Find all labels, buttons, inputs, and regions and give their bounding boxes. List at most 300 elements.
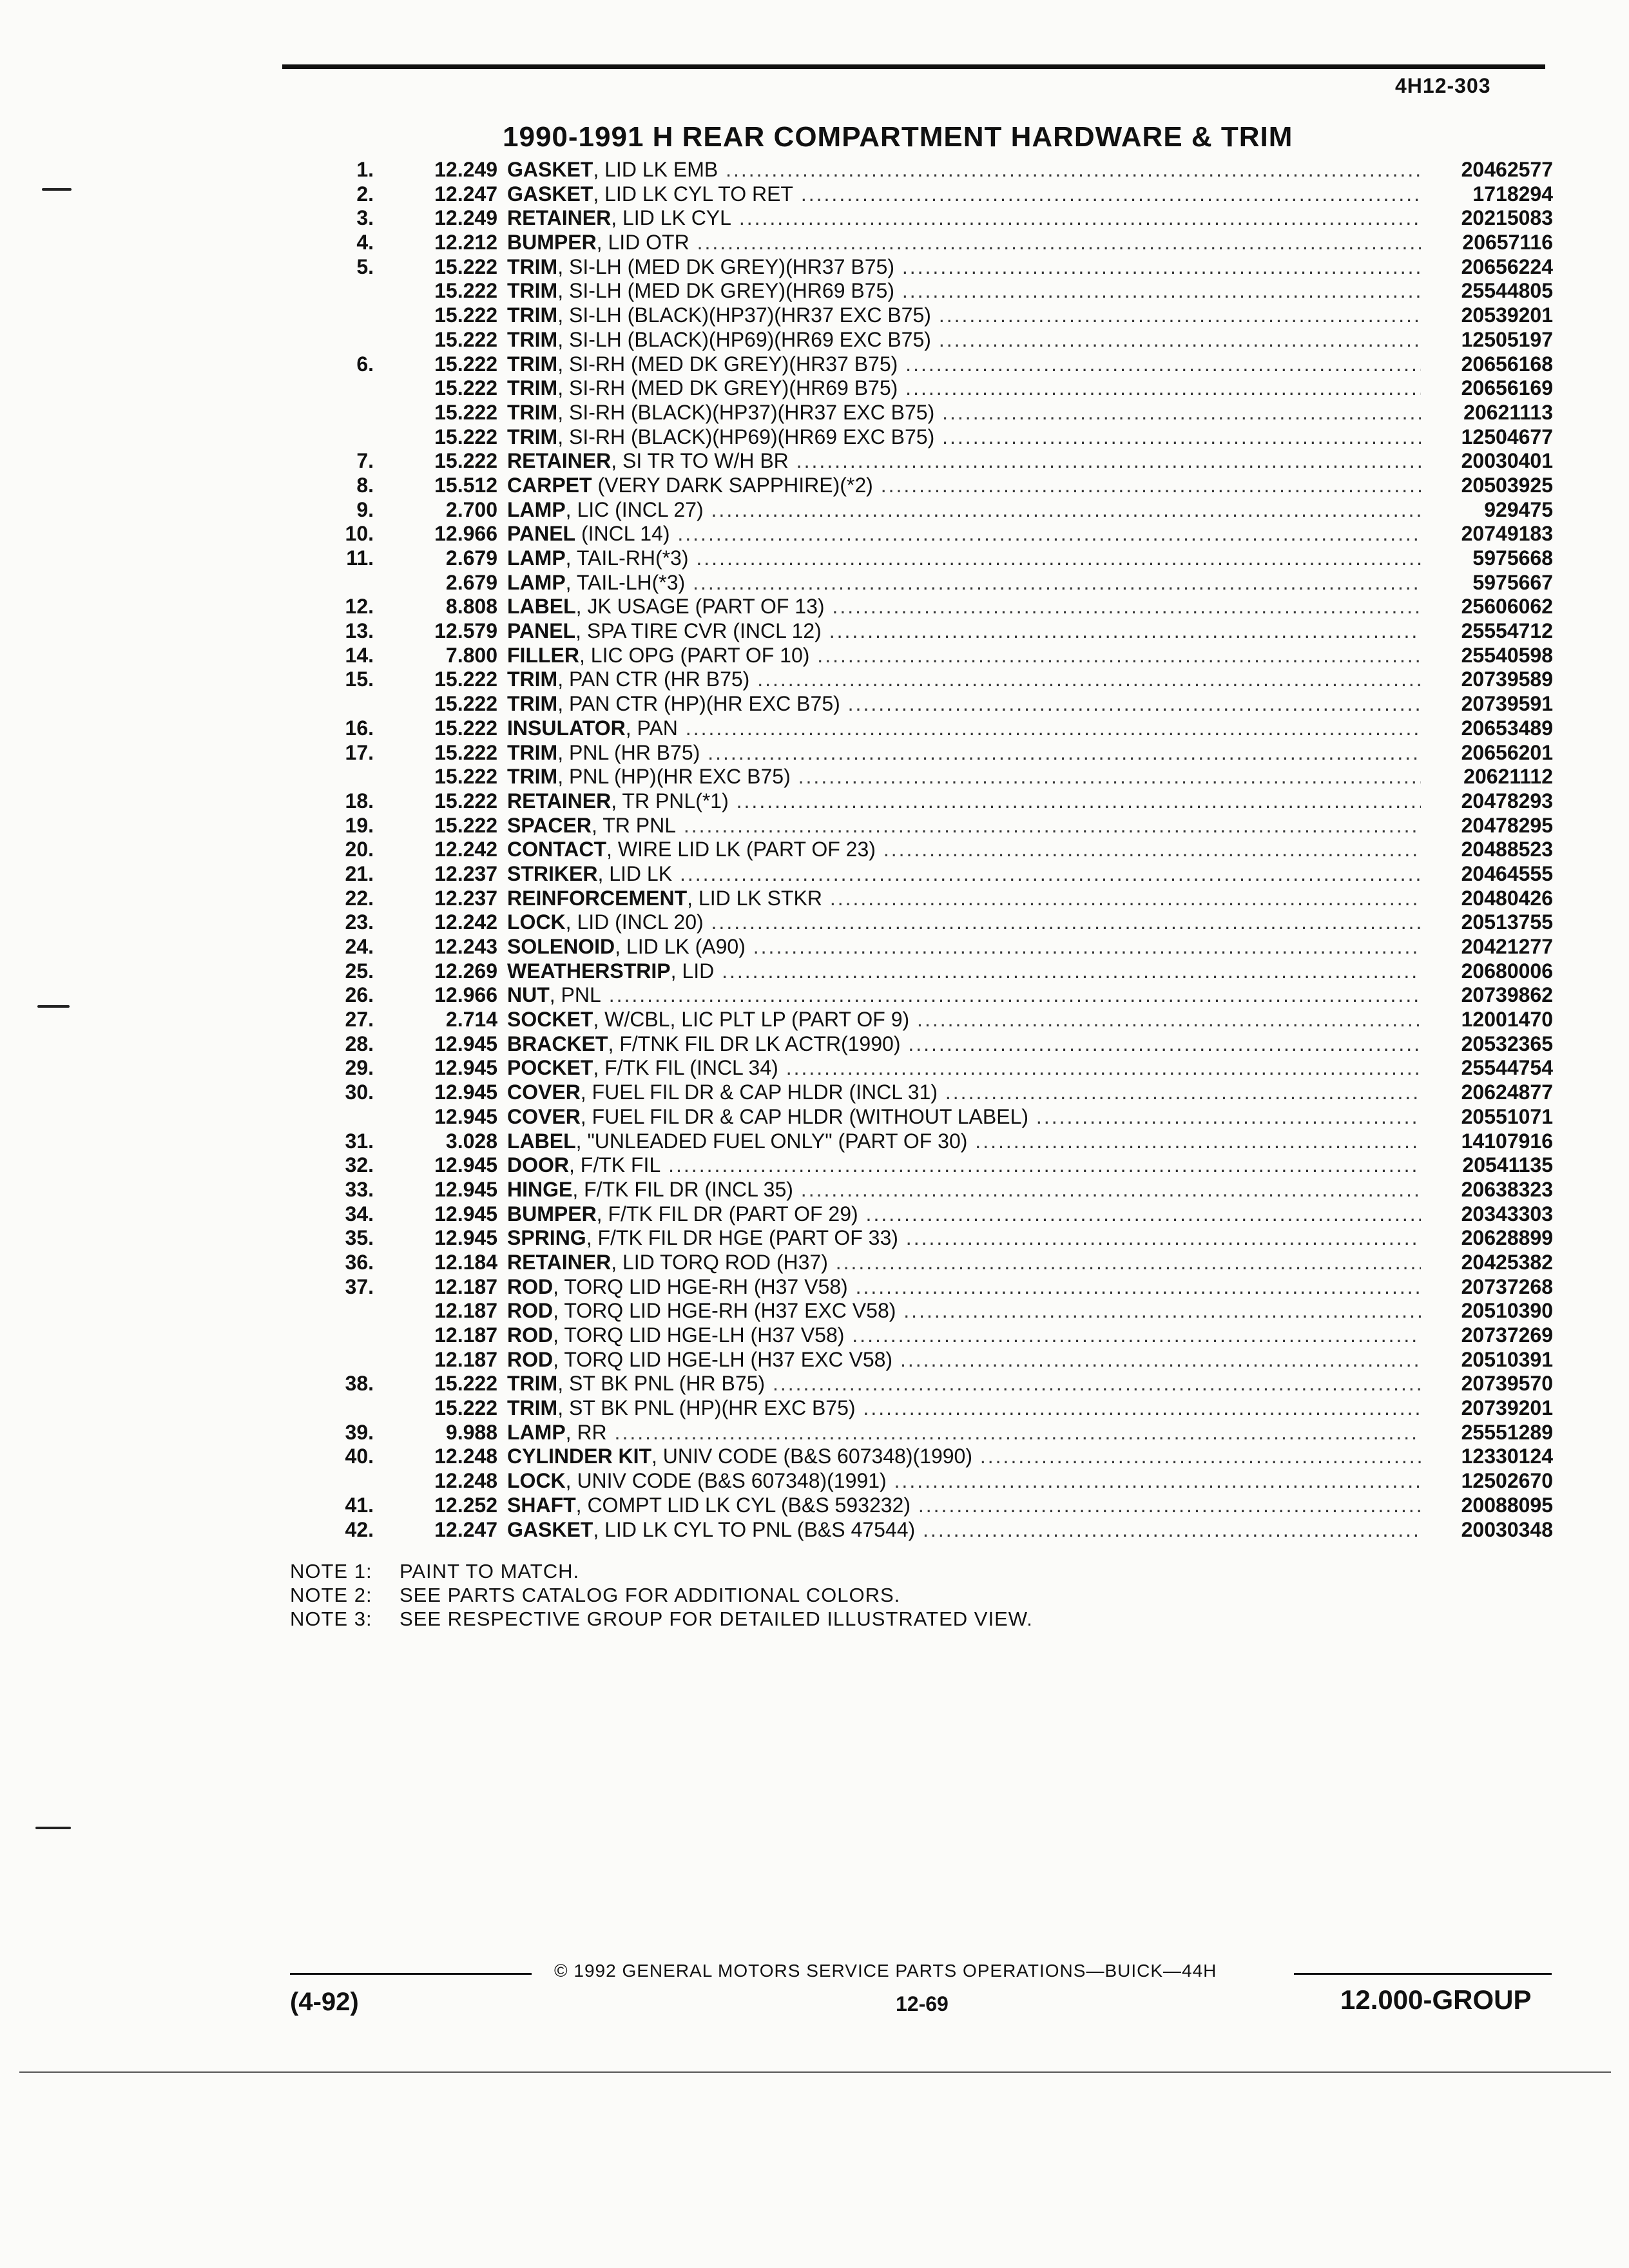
part-name: LAMP bbox=[507, 546, 566, 570]
note-text: SEE RESPECTIVE GROUP FOR DETAILED ILLUSTRATED VIEW. bbox=[400, 1608, 1033, 1630]
date-code: (4-92) bbox=[290, 1988, 359, 2016]
part-detail: , PAN bbox=[625, 716, 678, 740]
part-number: 20541135 bbox=[1462, 1153, 1553, 1177]
part-detail: , WIRE LID LK (PART OF 23) bbox=[606, 838, 876, 861]
part-name: LABEL bbox=[507, 1129, 576, 1153]
part-name: SOLENOID bbox=[507, 935, 615, 958]
part-detail: , SI-RH (BLACK)(HP69)(HR69 EXC B75) bbox=[557, 425, 935, 448]
part-detail: , ST BK PNL (HP)(HR EXC B75) bbox=[557, 1396, 856, 1420]
part-description bbox=[507, 1105, 1421, 1129]
part-number: 20624877 bbox=[1461, 1081, 1553, 1104]
part-number: 20510390 bbox=[1461, 1299, 1553, 1323]
group-number: 12.212 bbox=[434, 231, 497, 255]
part-number: 20513755 bbox=[1461, 910, 1553, 934]
part-name: TRIM bbox=[507, 279, 558, 303]
part-detail: (VERY DARK SAPPHIRE)(*2) bbox=[592, 473, 873, 497]
part-name: CONTACT bbox=[507, 838, 607, 861]
part-row bbox=[277, 449, 1553, 474]
part-number: 20421277 bbox=[1461, 935, 1553, 958]
part-detail: , TORQ LID HGE-RH (H37 EXC V58) bbox=[553, 1299, 896, 1323]
part-number: 20656201 bbox=[1461, 740, 1553, 764]
part-number: 20739862 bbox=[1461, 983, 1553, 1007]
group-number: 12.945 bbox=[434, 1056, 497, 1080]
group-number: 15.222 bbox=[434, 425, 497, 448]
callout-number: 3. bbox=[356, 206, 374, 230]
part-description bbox=[507, 595, 1421, 619]
part-row bbox=[277, 838, 1553, 862]
part-name: RETAINER bbox=[507, 789, 612, 812]
part-row bbox=[277, 206, 1553, 231]
group-number: 12.945 bbox=[434, 1153, 497, 1177]
part-number: 5975667 bbox=[1472, 570, 1553, 594]
part-detail: , W/CBL, LIC PLT LP (PART OF 9) bbox=[593, 1008, 910, 1032]
callout-number: 37. bbox=[345, 1274, 374, 1298]
group-number: 9.988 bbox=[445, 1420, 497, 1444]
part-description bbox=[507, 692, 1421, 716]
callout-number: 2. bbox=[356, 182, 374, 206]
group-number: 12.243 bbox=[434, 935, 497, 958]
part-detail: , SI-LH (MED DK GREY)(HR37 B75) bbox=[557, 255, 894, 278]
callout-number: 29. bbox=[345, 1056, 374, 1080]
part-number: 20030401 bbox=[1461, 449, 1553, 473]
callout-number: 10. bbox=[345, 522, 374, 546]
group-number: 3.028 bbox=[445, 1129, 497, 1153]
part-detail: , FUEL FIL DR & CAP HLDR (WITHOUT LABEL) bbox=[580, 1104, 1029, 1128]
part-detail: , SI-RH (MED DK GREY)(HR69 B75) bbox=[557, 376, 898, 400]
part-detail: , SI-LH (MED DK GREY)(HR69 B75) bbox=[557, 279, 894, 303]
part-name: POCKET bbox=[507, 1056, 593, 1080]
callout-number: 24. bbox=[345, 935, 374, 958]
part-description bbox=[507, 814, 1421, 838]
part-row bbox=[277, 1421, 1553, 1445]
part-number: 20749183 bbox=[1461, 522, 1553, 546]
top-rule bbox=[282, 64, 1545, 69]
callout-number: 11. bbox=[346, 546, 374, 570]
part-detail: , UNIV CODE (B&S 607348)(1990) bbox=[651, 1445, 972, 1468]
part-row bbox=[277, 352, 1553, 377]
part-number: 25540598 bbox=[1461, 643, 1553, 667]
part-row bbox=[277, 376, 1553, 401]
part-description bbox=[507, 1396, 1421, 1421]
part-description bbox=[507, 1226, 1421, 1251]
part-description bbox=[507, 1129, 1421, 1154]
group-number: 12.966 bbox=[434, 983, 497, 1007]
part-detail: , PAN CTR (HP)(HR EXC B75) bbox=[557, 692, 840, 716]
part-description bbox=[507, 255, 1421, 280]
part-name: INSULATOR bbox=[507, 716, 626, 740]
part-detail: , LID LK EMB bbox=[593, 158, 718, 181]
part-number: 1718294 bbox=[1472, 182, 1553, 206]
part-number: 20488523 bbox=[1461, 838, 1553, 861]
part-detail: , SI-LH (BLACK)(HP37)(HR37 EXC B75) bbox=[557, 303, 931, 327]
group-number: 12.249 bbox=[434, 206, 497, 230]
part-description bbox=[507, 449, 1421, 474]
part-name: NUT bbox=[507, 983, 550, 1007]
part-description bbox=[507, 1081, 1421, 1105]
part-detail: , TORQ LID HGE-LH (H37 V58) bbox=[553, 1323, 845, 1347]
callout-number: 12. bbox=[345, 595, 374, 619]
part-name: TRIM bbox=[507, 327, 558, 351]
callout-number: 17. bbox=[345, 740, 374, 764]
group-number: 12.945 bbox=[434, 1202, 497, 1225]
part-description bbox=[507, 935, 1421, 959]
callout-number: 9. bbox=[356, 497, 374, 521]
part-description bbox=[507, 668, 1421, 692]
part-row bbox=[277, 1299, 1553, 1323]
group-number: 12.945 bbox=[434, 1032, 497, 1055]
part-description bbox=[507, 498, 1421, 523]
part-number: 20464555 bbox=[1461, 861, 1553, 885]
part-number: 20510391 bbox=[1461, 1347, 1553, 1371]
part-number: 12504677 bbox=[1461, 425, 1553, 448]
group-number: 12.945 bbox=[434, 1177, 497, 1201]
part-description bbox=[507, 522, 1421, 546]
part-row bbox=[277, 522, 1553, 546]
group-number: 2.679 bbox=[445, 546, 497, 570]
callout-number: 7. bbox=[356, 449, 374, 473]
part-detail: , LID LK CYL bbox=[611, 206, 731, 230]
group-number: 12.247 bbox=[434, 1517, 497, 1541]
part-detail: , F/TK FIL DR HGE (PART OF 33) bbox=[586, 1226, 898, 1250]
group-number: 15.222 bbox=[434, 740, 497, 764]
part-name: TRIM bbox=[507, 765, 558, 789]
part-row bbox=[277, 498, 1553, 523]
group-number: 15.222 bbox=[434, 789, 497, 812]
part-row bbox=[277, 1445, 1553, 1469]
callout-number: 31. bbox=[345, 1129, 374, 1153]
group-number: 12.249 bbox=[434, 158, 497, 181]
part-number: 20551071 bbox=[1461, 1104, 1553, 1128]
part-name: BUMPER bbox=[507, 231, 597, 255]
part-detail: , PNL (HR B75) bbox=[557, 740, 700, 764]
parts-list bbox=[277, 158, 1553, 1542]
group-number: 12.248 bbox=[434, 1469, 497, 1493]
part-detail: , LID LK CYL TO PNL (B&S 47544) bbox=[593, 1517, 916, 1541]
part-row bbox=[277, 644, 1553, 668]
callout-number: 15. bbox=[345, 668, 374, 691]
footer-rule-right bbox=[1294, 1973, 1552, 1975]
part-name: TRIM bbox=[507, 740, 558, 764]
note-row bbox=[290, 1559, 1033, 1583]
part-row bbox=[277, 571, 1553, 595]
part-detail: , LID (INCL 20) bbox=[565, 910, 704, 934]
part-number: 20739570 bbox=[1461, 1372, 1553, 1396]
part-detail: , TAIL-LH(*3) bbox=[565, 570, 686, 594]
group-number: 15.222 bbox=[434, 765, 497, 789]
part-number: 25606062 bbox=[1461, 595, 1553, 619]
part-number: 20628899 bbox=[1461, 1226, 1553, 1250]
part-row bbox=[277, 1396, 1553, 1421]
part-detail: , "UNLEADED FUEL ONLY" (PART OF 30) bbox=[575, 1129, 968, 1153]
part-number: 20638323 bbox=[1461, 1177, 1553, 1201]
group-number: 8.808 bbox=[445, 595, 497, 619]
part-number: 20088095 bbox=[1461, 1493, 1553, 1517]
group-number: 12.187 bbox=[434, 1347, 497, 1371]
callout-number: 39. bbox=[345, 1420, 374, 1444]
group-number: 15.222 bbox=[434, 303, 497, 327]
callout-number: 6. bbox=[356, 352, 374, 376]
part-name: CARPET bbox=[507, 473, 592, 497]
part-name: ROD bbox=[507, 1347, 554, 1371]
part-number: 20739591 bbox=[1461, 692, 1553, 716]
part-description bbox=[507, 1178, 1421, 1202]
callout-number: 23. bbox=[345, 910, 374, 934]
part-description bbox=[507, 741, 1421, 765]
part-number: 20656168 bbox=[1461, 352, 1553, 376]
part-row bbox=[277, 1348, 1553, 1372]
part-number: 20462577 bbox=[1461, 158, 1553, 181]
callout-number: 32. bbox=[345, 1153, 374, 1177]
part-number: 20657116 bbox=[1462, 231, 1553, 255]
part-number: 20480426 bbox=[1461, 886, 1553, 910]
callout-number: 21. bbox=[345, 861, 374, 885]
part-row bbox=[277, 328, 1553, 352]
part-number: 20737268 bbox=[1461, 1274, 1553, 1298]
part-description bbox=[507, 1153, 1421, 1178]
callout-number: 26. bbox=[345, 983, 374, 1007]
part-description bbox=[507, 644, 1421, 668]
part-description bbox=[507, 1445, 1421, 1469]
part-name: RETAINER bbox=[507, 206, 612, 230]
group-number: 15.222 bbox=[434, 327, 497, 351]
part-row bbox=[277, 741, 1553, 765]
part-row bbox=[277, 910, 1553, 935]
part-description bbox=[507, 862, 1421, 887]
part-name: LOCK bbox=[507, 910, 566, 934]
part-description bbox=[507, 716, 1421, 741]
part-name: GASKET bbox=[507, 182, 593, 206]
part-name: TRIM bbox=[507, 692, 558, 716]
part-description bbox=[507, 1202, 1421, 1227]
group-number: 15.222 bbox=[434, 400, 497, 424]
group-number: 15.222 bbox=[434, 716, 497, 740]
part-description bbox=[507, 279, 1421, 303]
part-name: COVER bbox=[507, 1104, 581, 1128]
part-row bbox=[277, 668, 1553, 692]
part-row bbox=[277, 1518, 1553, 1542]
group-number: 2.679 bbox=[445, 570, 497, 594]
callout-number: 4. bbox=[356, 231, 374, 255]
margin-mark bbox=[35, 1827, 71, 1829]
part-number: 20215083 bbox=[1461, 206, 1553, 230]
part-description bbox=[507, 571, 1421, 595]
group-number: 15.222 bbox=[434, 279, 497, 303]
part-row bbox=[277, 1323, 1553, 1348]
part-description bbox=[507, 1056, 1421, 1081]
part-name: BUMPER bbox=[507, 1202, 597, 1225]
margin-mark bbox=[42, 188, 72, 191]
part-number: 20478293 bbox=[1461, 789, 1553, 812]
part-number: 20539201 bbox=[1461, 303, 1553, 327]
part-description bbox=[507, 910, 1421, 935]
callout-number: 5. bbox=[356, 255, 374, 278]
part-row bbox=[277, 279, 1553, 303]
part-detail: , PNL bbox=[549, 983, 601, 1007]
part-detail: , LIC (INCL 27) bbox=[565, 497, 704, 521]
callout-number: 35. bbox=[345, 1226, 374, 1250]
part-row bbox=[277, 1202, 1553, 1227]
part-name: FILLER bbox=[507, 643, 579, 667]
part-name: TRIM bbox=[507, 1396, 558, 1420]
group-number: 12.252 bbox=[434, 1493, 497, 1517]
part-name: TRIM bbox=[507, 1372, 558, 1396]
part-number: 25544754 bbox=[1461, 1056, 1553, 1080]
part-row bbox=[277, 546, 1553, 571]
group-number: 2.700 bbox=[445, 497, 497, 521]
part-name: RETAINER bbox=[507, 449, 612, 473]
part-name: ROD bbox=[507, 1274, 554, 1298]
part-row bbox=[277, 935, 1553, 959]
group-number: 12.187 bbox=[434, 1323, 497, 1347]
note-label: NOTE 3: bbox=[290, 1608, 372, 1630]
part-row bbox=[277, 619, 1553, 644]
part-detail: , TORQ LID HGE-LH (H37 EXC V58) bbox=[553, 1347, 893, 1371]
part-number: 20656169 bbox=[1461, 376, 1553, 400]
part-number: 20532365 bbox=[1461, 1032, 1553, 1055]
part-description bbox=[507, 959, 1421, 984]
callout-number: 22. bbox=[345, 886, 374, 910]
part-row bbox=[277, 1494, 1553, 1518]
group-number: 15.222 bbox=[434, 1372, 497, 1396]
callout-number: 28. bbox=[345, 1032, 374, 1055]
part-detail: , UNIV CODE (B&S 607348)(1991) bbox=[565, 1469, 887, 1493]
group-number: 12.579 bbox=[434, 619, 497, 643]
part-name: DOOR bbox=[507, 1153, 569, 1177]
part-detail: , RR bbox=[565, 1420, 607, 1444]
part-number: 20737269 bbox=[1461, 1323, 1553, 1347]
part-description bbox=[507, 546, 1421, 571]
group-number: 12.184 bbox=[434, 1250, 497, 1274]
callout-number: 30. bbox=[345, 1081, 374, 1104]
part-row bbox=[277, 182, 1553, 207]
part-name: LAMP bbox=[507, 497, 566, 521]
group-number: 12.966 bbox=[434, 522, 497, 546]
part-description bbox=[507, 376, 1421, 401]
group-number: 12.242 bbox=[434, 910, 497, 934]
note-text: SEE PARTS CATALOG FOR ADDITIONAL COLORS. bbox=[400, 1584, 901, 1606]
callout-number: 25. bbox=[345, 959, 374, 983]
part-description bbox=[507, 838, 1421, 862]
part-detail: , SI-RH (MED DK GREY)(HR37 B75) bbox=[557, 352, 898, 376]
group-number: 15.512 bbox=[434, 473, 497, 497]
part-name: COVER bbox=[507, 1081, 581, 1104]
copyright-line: © 1992 GENERAL MOTORS SERVICE PARTS OPERATIONS—BUICK—44H bbox=[554, 1961, 1217, 1981]
group-number: 12.248 bbox=[434, 1445, 497, 1468]
note-row bbox=[290, 1583, 1033, 1607]
part-number: 20621112 bbox=[1463, 765, 1553, 789]
part-number: 25554712 bbox=[1461, 619, 1553, 643]
part-detail: , LIC OPG (PART OF 10) bbox=[579, 643, 810, 667]
group-code: 12.000-GROUP bbox=[1340, 1984, 1532, 2015]
callout-number: 41. bbox=[345, 1493, 374, 1517]
group-number: 12.237 bbox=[434, 886, 497, 910]
part-name: TRIM bbox=[507, 303, 558, 327]
part-description bbox=[507, 1008, 1421, 1032]
part-name: GASKET bbox=[507, 1517, 593, 1541]
part-number: 20478295 bbox=[1461, 813, 1553, 837]
part-row bbox=[277, 692, 1553, 716]
note-label: NOTE 1: bbox=[290, 1560, 372, 1582]
part-detail: , COMPT LID LK CYL (B&S 593232) bbox=[575, 1493, 911, 1517]
part-name: TRIM bbox=[507, 668, 558, 691]
part-detail: , TR PNL(*1) bbox=[611, 789, 729, 812]
callout-number: 40. bbox=[345, 1445, 374, 1468]
group-number: 12.269 bbox=[434, 959, 497, 983]
part-detail: , JK USAGE (PART OF 13) bbox=[575, 595, 825, 619]
part-row bbox=[277, 983, 1553, 1008]
part-number: 20621113 bbox=[1463, 400, 1553, 424]
part-number: 12330124 bbox=[1461, 1445, 1553, 1468]
part-number: 20656224 bbox=[1461, 255, 1553, 278]
part-row bbox=[277, 1469, 1553, 1494]
callout-number: 38. bbox=[345, 1372, 374, 1396]
part-name: TRIM bbox=[507, 400, 558, 424]
callout-number: 20. bbox=[345, 838, 374, 861]
part-description bbox=[507, 474, 1421, 498]
part-row bbox=[277, 862, 1553, 887]
part-name: PANEL bbox=[507, 522, 576, 546]
part-description bbox=[507, 352, 1421, 377]
part-name: STRIKER bbox=[507, 861, 598, 885]
part-row bbox=[277, 158, 1553, 182]
part-name: SHAFT bbox=[507, 1493, 576, 1517]
group-number: 12.242 bbox=[434, 838, 497, 861]
part-row bbox=[277, 1275, 1553, 1300]
page-number: 12-69 bbox=[896, 1992, 949, 2015]
part-description bbox=[507, 983, 1421, 1008]
part-description bbox=[507, 1348, 1421, 1372]
part-number: 12502670 bbox=[1461, 1469, 1553, 1493]
group-number: 15.222 bbox=[434, 376, 497, 400]
part-description bbox=[507, 619, 1421, 644]
part-number: 12001470 bbox=[1461, 1008, 1553, 1032]
part-row bbox=[277, 1372, 1553, 1396]
part-row bbox=[277, 1178, 1553, 1202]
part-description bbox=[507, 1251, 1421, 1275]
part-detail: , TORQ LID HGE-RH (H37 V58) bbox=[553, 1274, 848, 1298]
part-number: 14107916 bbox=[1461, 1129, 1553, 1153]
part-number: 5975668 bbox=[1472, 546, 1553, 570]
part-number: 20739589 bbox=[1461, 668, 1553, 691]
part-row bbox=[277, 1226, 1553, 1251]
part-detail: , LID LK bbox=[597, 861, 673, 885]
callout-number: 8. bbox=[356, 473, 374, 497]
part-row bbox=[277, 1008, 1553, 1032]
part-number: 20739201 bbox=[1461, 1396, 1553, 1420]
part-number: 20343303 bbox=[1461, 1202, 1553, 1225]
part-description bbox=[507, 401, 1421, 425]
part-row bbox=[277, 814, 1553, 838]
part-name: RETAINER bbox=[507, 1250, 612, 1274]
part-name: WEATHERSTRIP bbox=[507, 959, 671, 983]
page-code: 4H12-303 bbox=[1395, 74, 1491, 97]
part-name: LABEL bbox=[507, 595, 576, 619]
part-description bbox=[507, 1323, 1421, 1348]
part-row bbox=[277, 887, 1553, 911]
part-row bbox=[277, 1081, 1553, 1105]
part-description bbox=[507, 206, 1421, 231]
part-detail: , LID OTR bbox=[596, 231, 689, 255]
part-name: SOCKET bbox=[507, 1008, 593, 1032]
part-name: GASKET bbox=[507, 158, 593, 181]
part-detail: , TR PNL bbox=[591, 813, 676, 837]
part-name: BRACKET bbox=[507, 1032, 608, 1055]
part-description bbox=[507, 1518, 1421, 1542]
part-number: 25551289 bbox=[1461, 1420, 1553, 1444]
group-number: 15.222 bbox=[434, 1396, 497, 1420]
part-detail: , F/TK FIL DR (PART OF 29) bbox=[596, 1202, 858, 1225]
part-description bbox=[507, 182, 1421, 207]
